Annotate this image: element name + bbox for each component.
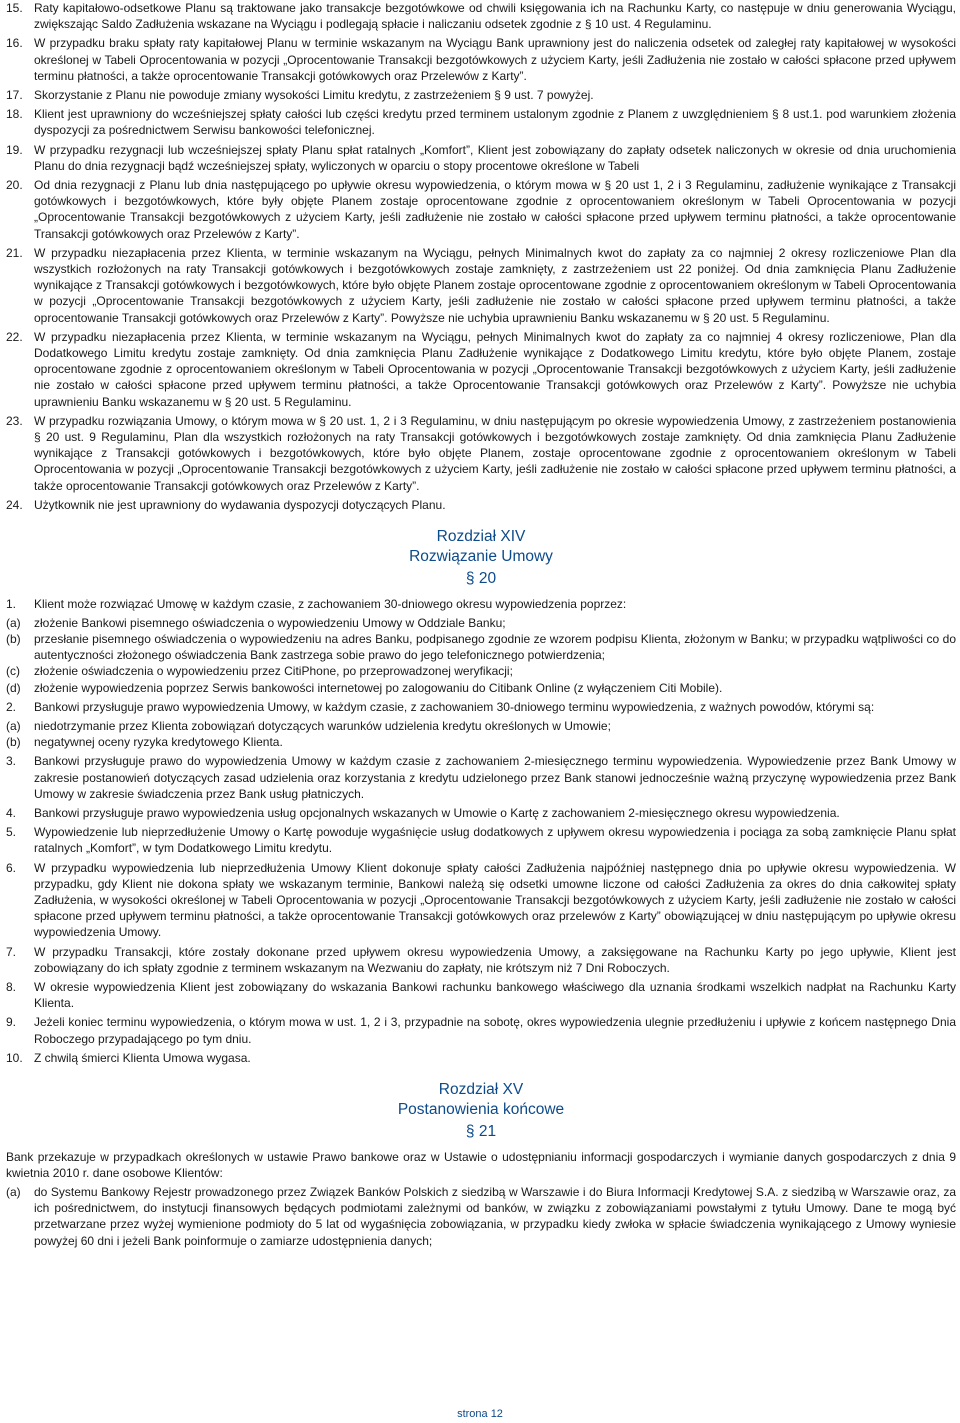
item-number: 20.	[6, 178, 23, 193]
item-number: 1.	[6, 596, 17, 611]
item-text: W przypadku niezapłacenia przez Klienta, w terminie wskazanym na Wyciągu, pełnych Minimalnych kwot do zapłaty za co najmniej 2 okresy rozliczeniowe Plan dla wszystkich rozłożonych na raty Transakcji gotówkowych i bezgotówkowych zostaje zamknięty, z zastrzeżeniem ust 22 poniżej. Od dnia zamknięcia Planu Zadłużenie wynikające z Transakcji gotówkowych i bezgotówkowych, które było objęte Planem zostaje oprocentowane zgodnie z oprocentowaniem określonym w Tabeli Oprocentowania w pozycji „Oprocentowanie Transakcji bezgotówkowych z użyciem Karty, jeśli zadłużenie nie zostało w całości spłacone przed upływem terminu płatności, a także oprocentowanie Transakcji gotówkowych oraz Przelewów z Karty”. Powyższe nie uchybia uprawnieniu Banku wskazanemu w § 20 ust. 5 Regulaminu.	[34, 245, 956, 325]
sub-item-letter: (c)	[6, 664, 20, 679]
list-item	[6, 106, 956, 138]
chapter-title: Rozdział XIV	[436, 528, 526, 546]
list-item	[6, 860, 956, 941]
item-number: 19.	[6, 142, 23, 157]
sub-item	[6, 680, 956, 696]
item-number: 9.	[6, 1015, 17, 1030]
section-20-items	[6, 753, 956, 1066]
item-number: 22.	[6, 329, 23, 344]
section-mark: § 21	[465, 1123, 497, 1141]
list-item	[6, 753, 956, 802]
chapter-xiv-heading	[6, 527, 956, 566]
sub-item-text: złożenie oświadczenia o wypowiedzeniu przez CitiPhone, po przeprowadzonej weryfikacji;	[34, 664, 513, 679]
sub-item-text: niedotrzymanie przez Klienta zobowiązań dotyczących warunków udzielenia kredytu określonych w Umowie;	[34, 719, 611, 734]
item-text: Raty kapitałowo-odsetkowe Planu są traktowane jako transakcje bezgotówkowe od chwili księgowania ich na Rachunku Karty, co następuje w dniu generowania Wyciągu, zwiększając Saldo Zadłużenia wskazane na Wyciągu i podlegają spłacie i naliczaniu odsetek zgodnie z § 10 ust. 4 Regulaminu.	[34, 1, 956, 32]
list-item	[6, 142, 956, 174]
sub-item	[6, 631, 956, 663]
chapter-title: Rozdział XV	[438, 1081, 524, 1099]
chapter-subtitle: Postanowienia końcowe	[397, 1100, 565, 1118]
item-number: 23.	[6, 413, 23, 428]
item-text: W przypadku rozwiązania Umowy, o którym mowa w § 20 ust. 1, 2 i 3 Regulaminu, w dniu następującym po okresie wypowiedzenia Umowy, z zastrzeżeniem postanowienia § 20 ust. 9 Regulaminu, Plan dla wszystkich rozłożonych na raty Transakcji gotówkowych i bezgotówkowych zostaje zamknięty. Od dnia zamknięcia Planu Zadłużenie wynikające z Transakcji gotówkowych i bezgotówkowych, które było objęte Planem, zostaje oprocentowane zgodnie z oprocentowaniem określonym w Tabeli Oprocentowania w pozycji „Oprocentowanie Transakcji bezgotówkowych z użyciem Karty, jeśli zadłużenie nie zostało w całości spłacone przed upływem terminu płatności, a także oprocentowanie Transakcji gotówkowych oraz Przelewów z Karty”.	[34, 413, 956, 493]
item-text: Bankowi przysługuje prawo wypowiedzenia usług opcjonalnych wskazanych w Umowie o Kartę z zachowaniem 2-miesięcznego okresu wypowiedzenia.	[34, 806, 840, 821]
item-text: Bankowi przysługuje prawo wypowiedzenia Umowy, w każdym czasie, z zachowaniem 30-dniowego terminu wypowiedzenia, z ważnych powodów, którymi są:	[34, 699, 875, 714]
list-item	[6, 596, 956, 612]
list-item	[6, 177, 956, 242]
sub-item-letter: (b)	[6, 735, 21, 750]
paragraph-21-subitems	[6, 1184, 956, 1249]
sub-item-text: do Systemu Bankowy Rejestr prowadzonego przez Związek Banków Polskich z siedzibą w Warszawie i do Biura Informacji Kredytowej S.A. z siedzibą w Warszawie oraz, za ich pośrednictwem, do instytucji finansowych będących podmiotami zależnymi od banków, w związku z zobowiązaniami powstałymi z tytułu Umowy. Dane te mogą być przetwarzane przez wyżej wymienione podmioty do 5 lat od wygaśnięcia zobowiązania, w przypadku kiedy zwłoka w spłacie świadczenia wynikającego z Umowy wyniesie powyżej 60 dni i jeżeli Bank poinformuje o zamiarze udostępnienia danych;	[34, 1184, 956, 1248]
sub-item-letter: (d)	[6, 680, 21, 695]
item-number: 15.	[6, 1, 23, 15]
sub-item-text: złożenie wypowiedzenia poprzez Serwis bankowości internetowej po zalogowaniu do Citibank Online (z wyłączeniem Citi Mobile).	[34, 680, 723, 695]
page-number: strona 12	[457, 1408, 503, 1420]
item-2-subitems	[6, 718, 956, 750]
item-text: W przypadku Transakcji, które zostały dokonane przed upływem okresu wypowiedzenia Umowy, a zaksięgowane na Rachunku Karty po jego upływie, Klient jest zobowiązany do ich spłaty zgodnie z terminem wskazanym na Wezwaniu do zapłaty, nie krótszym niż 7 Dni Roboczych.	[34, 944, 956, 975]
sub-item-text: złożenie Bankowi pisemnego oświadczenia o wypowiedzeniu Umowy w Oddziale Banku;	[34, 615, 506, 630]
item-text: Użytkownik nie jest uprawniony do wydawania dyspozycji dotyczących Planu.	[34, 497, 446, 512]
chapter-subtitle: Rozwiązanie Umowy	[409, 547, 553, 565]
item-number: 2.	[6, 699, 17, 714]
list-item	[6, 805, 956, 821]
item-number: 17.	[6, 88, 23, 103]
item-text: Klient może rozwiązać Umowę w każdym czasie, z zachowaniem 30-dniowego okresu wypowiedzenia poprzez:	[34, 596, 627, 611]
item-text: W przypadku niezapłacenia przez Klienta, w terminie wskazanym na Wyciągu, pełnych Minimalnych kwot do zapłaty za co najmniej 4 okresy rozliczeniowe, Plan dla Dodatkowego Limitu kredytu zostaje zamknięty. Od dnia zamknięcia Planu Zadłużenie wynikające z Dodatkowego Limitu kredytu, które było objęte Planem, zostaje oprocentowane zgodnie z oprocentowaniem określonym w Tabeli Oprocentowania w pozycji „Oprocentowanie Transakcji bezgotówkowych z użyciem Karty, jeśli zadłużenie nie zostało w całości spłacone przed upływem terminu płatności, a także Oprocentowanie Transakcji gotówkowych oraz Przelewów z Karty”. Powyższe nie uchybia uprawnieniu Banku wskazanemu w § 20 ust. 5 Regulaminu.	[34, 329, 956, 409]
item-text: Wypowiedzenie lub nieprzedłużenie Umowy o Kartę powoduje wygaśnięcie usług dodatkowych z upływem okresu wypowiedzenia i pociąga za sobą zamknięcie Planu spłat ratalnych „Komfort”, w tym Dodatkowego Limitu kredytu.	[34, 825, 956, 856]
sub-item-letter: (a)	[6, 719, 21, 734]
paragraph-21: Bank przekazuje w przypadkach określonych w ustawie Prawo bankowe oraz w Ustawie o udostępnianiu informacji gospodarczych i wymianie danych gospodarczych z dnia 9 kwietnia 2010 r. dane osobowe Klientów:	[6, 1149, 956, 1180]
item-number: 18.	[6, 107, 23, 122]
list-item	[6, 87, 956, 103]
list-item	[6, 979, 956, 1011]
section-xiii-items	[6, 0, 956, 513]
list-item	[6, 699, 956, 715]
section-mark: § 20	[465, 570, 497, 588]
list-item	[6, 944, 956, 976]
sub-item	[6, 663, 956, 679]
item-number: 5.	[6, 825, 17, 840]
item-text: W okresie wypowiedzenia Klient jest zobowiązany do wskazania Bankowi rachunku bankowego właściwego dla uznania środkami wszelkich nadpłat na Rachunku Karty Klienta.	[34, 980, 956, 1011]
sub-item	[6, 1184, 956, 1249]
sub-item	[6, 734, 956, 750]
list-item	[6, 824, 956, 856]
item-text: W przypadku braku spłaty raty kapitałowej Planu w terminie wskazanym na Wyciągu Bank uprawniony jest do naliczenia odsetek od zaległej raty kapitałowej w wysokości określonej w Tabeli Oprocentowania w pozycji „Oprocentowanie Transakcji bezgotówkowych z użyciem Karty, jeśli Zadłużenia nie zostało w całości spłacone przed upływem terminu płatności, a także oprocentowanie Transakcji gotówkowych oraz Przelewów z Karty”.	[34, 36, 956, 83]
item-number: 7.	[6, 944, 17, 959]
sub-item	[6, 615, 956, 631]
item-number: 10.	[6, 1050, 23, 1065]
item-text: Bankowi przysługuje prawo do wypowiedzenia Umowy w każdym czasie z zachowaniem 2-miesięcznego terminu wypowiedzenia. Wypowiedzenie przez Bank Umowy w zakresie postanowień dotyczących zasad udzielenia oraz korzystania z kredytu udzielonego przez Bank stanowi jednocześnie ważną przyczynę wypowiedzenia przez Bank Umowy w zakresie świadczenia przez Bank usług płatniczych.	[34, 754, 956, 801]
list-item	[6, 245, 956, 326]
item-number: 24.	[6, 497, 23, 512]
list-item	[6, 497, 956, 513]
sub-item	[6, 718, 956, 734]
list-item	[6, 1050, 956, 1066]
item-text: W przypadku rezygnacji lub wcześniejszej spłaty Planu spłat ratalnych „Komfort”, Klient jest zobowiązany do zapłaty odsetek naliczonych w okresie od dnia uruchomienia Planu do dnia rezygnacji bądź wcześniejszej spłaty, wyliczonych w oparciu o stopy procentowe określone w Tabeli	[34, 142, 956, 173]
item-number: 8.	[6, 980, 17, 995]
sub-item-text: negatywnej oceny ryzyka kredytowego Klienta.	[34, 735, 283, 750]
list-item	[6, 413, 956, 494]
list-item	[6, 0, 956, 32]
list-item	[6, 35, 956, 84]
item-1-subitems	[6, 615, 956, 696]
item-text: Jeżeli koniec terminu wypowiedzenia, o którym mowa w ust. 1, 2 i 3, przypadnie na sobotę, okres wypowiedzenia ulegnie przedłużeniu i upływie z końcem następnego Dnia Roboczego przypadającego po tym dniu.	[34, 1015, 956, 1046]
sub-item-text: przesłanie pisemnego oświadczenia o wypowiedzeniu na adres Banku, podpisanego zgodnie ze wzorem podpisu Klienta, złożonym w Banku; w przypadku wątpliwości co do autentyczności złożonego oświadczenia Bank zastrzega sobie prawo do jego telefonicznego potwierdzenia;	[34, 632, 956, 663]
item-text: Skorzystanie z Planu nie powoduje zmiany wysokości Limitu kredytu, z zastrzeżeniem § 9 ust. 7 powyżej.	[34, 88, 594, 103]
item-text: W przypadku wypowiedzenia lub nieprzedłużenia Umowy Klient dokonuje spłaty całości Zadłużenia najpóźniej następnego dnia po upływie okresu wypowiedzenia. W przypadku, gdy Klient nie dokona spłaty we wskazanym terminie, Bankowi należą się odsetki umowne liczone od całości Zadłużenia za okres do dnia całkowitej spłaty Zadłużenia, w wysokości określonej w Tabeli Oprocentowania w pozycji „Oprocentowanie Transakcji bezgotówkowych z użyciem Karty, jeśli zadłużenie nie zostało w całości spłacone przed upływem terminu płatności, a także oprocentowanie Transakcji gotówkowych oraz przelewów z Karty” obowiązującej w dniu następującym po upływie okresu wypowiedzenia Umowy.	[34, 860, 956, 940]
item-number: 21.	[6, 245, 23, 260]
list-item	[6, 1014, 956, 1046]
item-text: Z chwilą śmierci Klienta Umowa wygasa.	[34, 1050, 251, 1065]
list-item	[6, 329, 956, 410]
sub-item-letter: (a)	[6, 615, 21, 630]
item-number: 3.	[6, 754, 17, 769]
chapter-xv-heading	[6, 1080, 956, 1119]
item-text: Od dnia rezygnacji z Planu lub dnia następującego po upływie okresu wypowiedzenia, o którym mowa w § 20 ust 1, 2 i 3 Regulaminu, zadłużenie wynikające z Transakcji gotówkowych i bezgotówkowych, które były objęte Planem zostaje oprocentowane zgodnie z oprocentowaniem określonym w Tabeli Oprocentowania w pozycji „Oprocentowanie Transakcji bezgotówkowych z użyciem Karty, jeśli zadłużenie nie zostało w całości spłacone przed upływem terminu płatności, a także oprocentowanie Transakcji gotówkowych oraz Przelewów z Karty”.	[34, 178, 956, 241]
item-number: 6.	[6, 860, 17, 875]
sub-item-letter: (b)	[6, 632, 21, 646]
item-number: 4.	[6, 806, 17, 821]
sub-item-letter: (a)	[6, 1184, 21, 1199]
item-text: Klient jest uprawniony do wcześniejszej spłaty całości lub części kredytu przed terminem ustalonym zgodnie z Planem z uwzględnieniem § 8 ust.1. pod warunkiem złożenia dyspozycji za pośrednictwem Serwisu bankowości telefonicznej.	[34, 107, 956, 138]
item-number: 16.	[6, 36, 23, 51]
